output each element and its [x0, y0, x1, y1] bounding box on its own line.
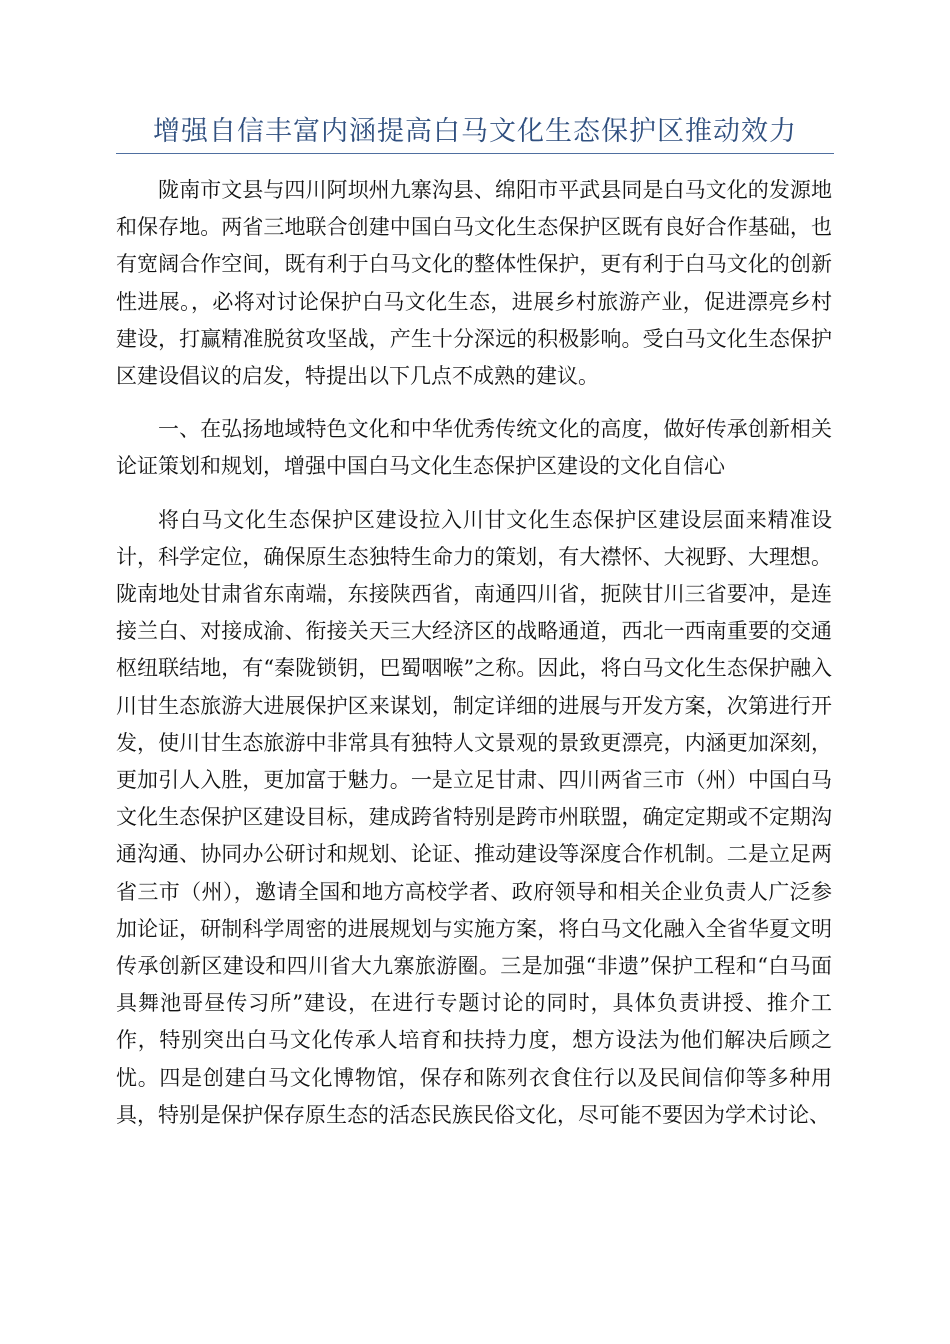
document-title: 增强自信丰富内涵提高白马文化生态保护区推动效力 [153, 116, 797, 147]
title-underline [116, 153, 834, 154]
paragraph-section-one-body: 将白马文化生态保护区建设拉入川甘文化生态保护区建设层面来精准设计，科学定位，确保原生态独特生命力的策划，有大襟怀、大视野、大理想。陇南地处甘肃省东南端，东接陕西省，南通四川省，扼陕甘川三省要冲，是连接兰白、对接成渝、衔接关天三大经济区的战略通道，西北一西南重要的交通枢纽联结地，有“秦陇锁钥，巴蜀咽喉”之称。因此，将白马文化生态保护融入川甘生态旅游大进展保护区来谋划，制定详细的进展与开发方案，次第进行开发，使川甘生态旅游中非常具有独特人文景观的景致更漂亮，内涵更加深刻，更加引人入胜，更加富于魅力。一是立足甘肃、四川两省三市（州）中国白马文化生态保护区建设目标，建成跨省特别是跨市州联盟，确定定期或不定期沟通沟通、协同办公研讨和规划、论证、推动建设等深度合作机制。二是立足两省三市（州），邀请全国和地方高校学者、政府领导和相关企业负责人广泛参加论证，研制科学周密的进展规划与实施方案，将白马文化融入全省华夏文明传承创新区建设和四川省大九寨旅游圈。三是加强“非遗”保护工程和“白马面具舞池哥昼传习所”建设，在进行专题讨论的同时，具体负责讲授、推介工作，特别突出白马文化传承人培育和扶持力度，想方设法为他们解决后顾之忧。四是创建白马文化博物馆，保存和陈列衣食住行以及民间信仰等多种用具，特别是保护保存原生态的活态民族民俗文化，尽可能不要因为学术讨论、 [116, 507, 832, 1127]
document-body [116, 172, 832, 1150]
section-heading-one: 一、在弘扬地域特色文化和中华优秀传统文化的高度，做好传承创新相关论证策划和规划，增强中国白马文化生态保护区建设的文化自信心 [116, 417, 832, 479]
paragraph-intro: 陇南市文县与四川阿坝州九寨沟县、绵阳市平武县同是白马文化的发源地和保存地。两省三地联合创建中国白马文化生态保护区既有良好合作基础，也有宽阔合作空间，既有利于白马文化的整体性保护，更有利于白马文化的创新性进展。，必将对讨论保护白马文化生态，进展乡村旅游产业，促进漂亮乡村建设，打赢精准脱贫攻坚战，产生十分深远的积极影响。受白马文化生态保护区建设倡议的启发，特提出以下几点不成熟的建议。 [116, 178, 832, 389]
